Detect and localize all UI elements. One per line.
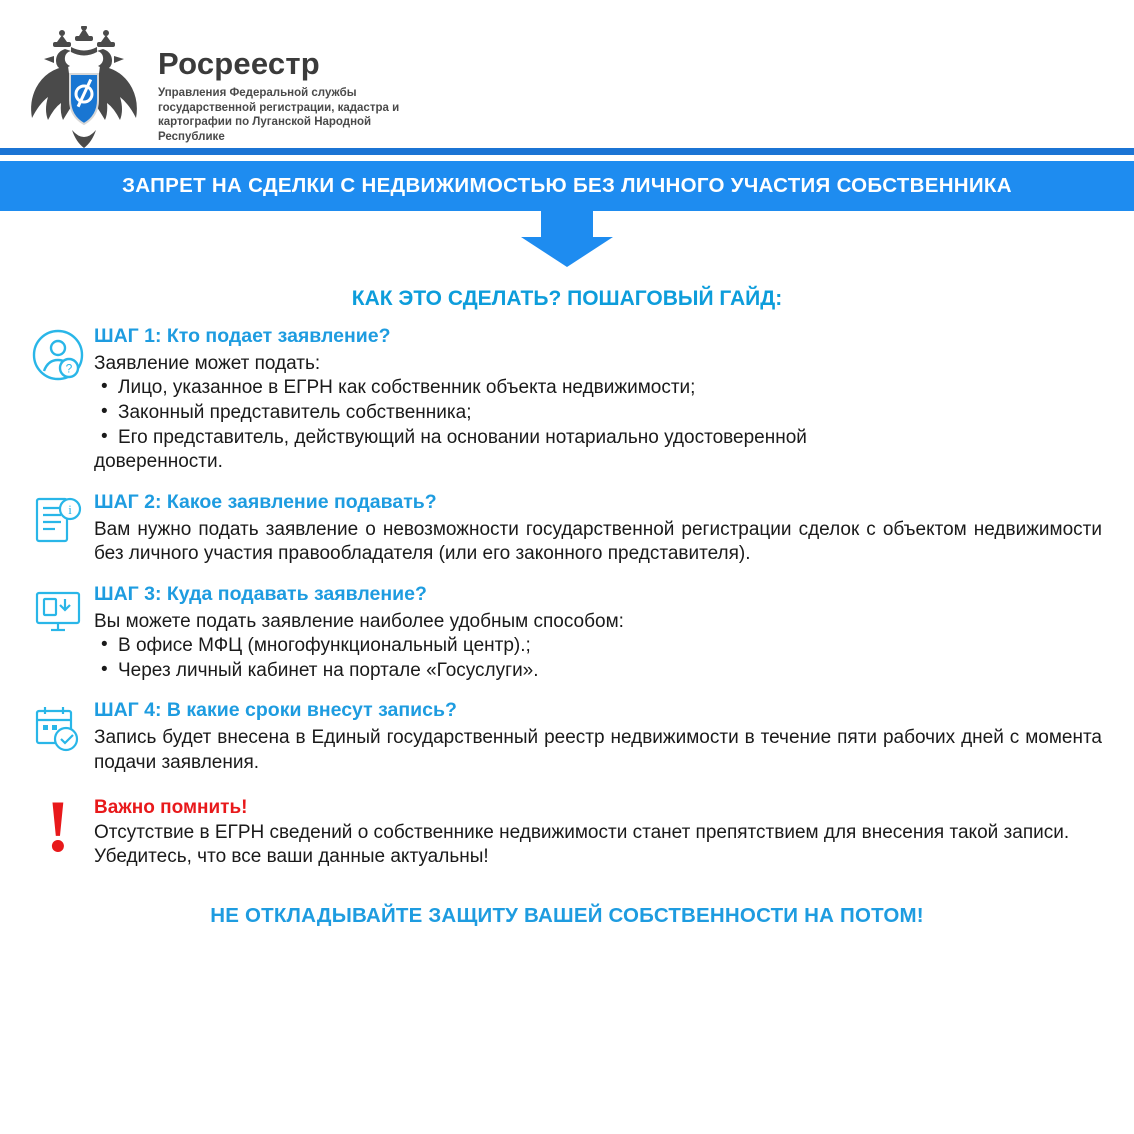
step-2-text: Вам нужно подать заявление о невозможности государственной регистрации сделок с объектом недвижимости без личного участия правообладателя (или его законного представителя). <box>94 519 1102 565</box>
arrow-stem <box>541 211 593 237</box>
list-item: • Через личный кабинет на портале «Госуслуги». <box>94 659 1102 684</box>
important-note <box>22 786 1112 870</box>
step-4-text: Запись будет внесена в Единый государственный реестр недвижимости в течение пяти рабочих дней с момента подачи заявления. <box>94 727 1102 773</box>
step-1-intro: Заявление может подать: <box>94 353 321 374</box>
svg-text:?: ? <box>65 361 73 376</box>
banner-top-rule <box>0 148 1134 155</box>
step-2 <box>22 491 1112 567</box>
calendar-check-icon <box>22 699 94 755</box>
footer-cta: НЕ ОТКЛАДЫВАЙТЕ ЗАЩИТУ ВАШЕЙ СОБСТВЕННОСТИ НА ПОТОМ! <box>210 903 924 927</box>
steps-content <box>0 311 1134 928</box>
person-question-icon <box>22 325 94 381</box>
step-1-title: ШАГ 1: Кто подает заявление? <box>94 325 391 347</box>
important-title: Важно помнить! <box>94 797 248 818</box>
step-4 <box>22 699 1112 775</box>
list-item: • Лицо, указанное в ЕГРН как собственник объекта недвижимости; <box>94 376 1102 401</box>
page-header <box>0 0 1134 144</box>
step-1-body <box>94 325 1112 475</box>
list-item: • Законный представитель собственника; <box>94 401 1102 426</box>
step-3-title: ШАГ 3: Куда подавать заявление? <box>94 582 427 605</box>
step-4-body <box>94 699 1112 775</box>
step-3 <box>22 583 1112 684</box>
brand-block <box>158 26 438 145</box>
list-item: • В офисе МФЦ (многофункциональный центр).; <box>94 634 1102 659</box>
svg-text:i: i <box>68 502 72 518</box>
step-3-bullets <box>94 634 1102 683</box>
exclamation-mark-icon <box>22 786 94 868</box>
exclamation-glyph: ! <box>45 786 71 868</box>
step-1-bullets <box>94 376 1102 450</box>
arrow-down-icon <box>521 237 613 267</box>
step-3-intro: Вы можете подать заявление наиболее удобным способом: <box>94 610 624 632</box>
guide-subtitle: КАК ЭТО СДЕЛАТЬ? ПОШАГОВЫЙ ГАЙД: <box>351 287 783 310</box>
step-2-body <box>94 491 1112 567</box>
step-3-body <box>94 583 1112 684</box>
step-2-title: ШАГ 2: Какое заявление подавать? <box>94 491 437 514</box>
document-info-icon <box>22 491 94 551</box>
banner-title: ЗАПРЕТ НА СДЕЛКИ С НЕДВИЖИМОСТЬЮ БЕЗ ЛИЧНОГО УЧАСТИЯ СОБСТВЕННИКА <box>0 161 1134 211</box>
step-1 <box>22 325 1112 475</box>
list-item: • Его представитель, действующий на основании нотариально удостоверенной <box>94 426 1102 451</box>
step-4-title: ШАГ 4: В какие сроки внесут запись? <box>94 699 457 722</box>
monitor-download-icon <box>22 583 94 639</box>
brand-title: Росреестр <box>158 46 320 81</box>
brand-subtitle: Управления Федеральной службы государственной регистрации, кадастра и картографии по Луганской Народной Республике <box>158 87 400 144</box>
important-text: Отсутствие в ЕГРН сведений о собственнике недвижимости станет препятствием для внесения такой записи. Убедитесь, что все ваши данные актуальны! <box>94 822 1070 868</box>
important-body <box>94 797 1112 870</box>
rosreestr-eagle-emblem <box>24 26 144 156</box>
step-1-tail: доверенности. <box>94 451 223 473</box>
banner-section <box>0 148 1134 267</box>
